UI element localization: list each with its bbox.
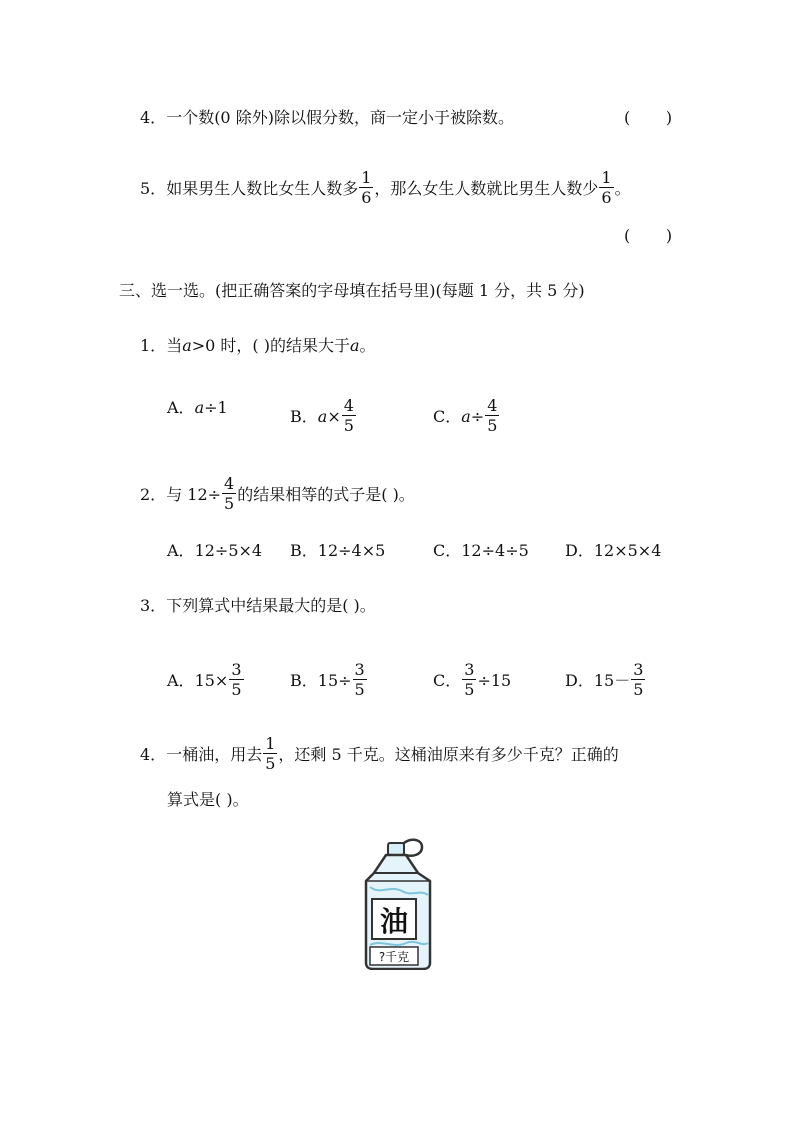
- fraction: [599, 168, 613, 207]
- question-text: 。: [359, 336, 376, 355]
- question-text: 。: [614, 179, 631, 198]
- numerator: 3: [354, 660, 365, 679]
- variable: a: [194, 398, 205, 417]
- option-label: A．: [167, 541, 195, 560]
- question-text: 一桶油，用去: [166, 745, 263, 764]
- option-d[interactable]: [565, 662, 646, 701]
- question-number: 4．: [140, 108, 167, 127]
- fraction: [222, 474, 236, 513]
- option-label: B．: [290, 407, 318, 426]
- option-text: ÷15: [477, 671, 512, 690]
- numerator: 4: [487, 396, 498, 415]
- numerator: 4: [343, 396, 354, 415]
- operator: ÷: [470, 407, 485, 426]
- question-text: 当: [166, 336, 183, 355]
- option-text: 15×: [194, 671, 229, 690]
- choice-q1: [140, 336, 376, 356]
- question-text: ，还剩 5 千克。这桶油原来有多少千克？正确的: [278, 745, 619, 764]
- option-text: 15－: [593, 671, 631, 690]
- fraction: [229, 660, 243, 699]
- denominator: 5: [633, 680, 644, 699]
- option-text: 12×5×4: [593, 541, 662, 560]
- option-label: C．: [433, 541, 462, 560]
- denominator: 6: [601, 188, 612, 207]
- option-text: 12÷5×4: [194, 541, 263, 560]
- variable: a: [182, 336, 192, 355]
- option-b[interactable]: [290, 398, 357, 437]
- question-number: 4．: [140, 745, 167, 764]
- answer-paren-judge-q5[interactable]: ( ): [624, 226, 673, 245]
- numerator: 4: [224, 474, 235, 493]
- question-text: 与 12÷: [166, 485, 222, 504]
- choice-q3: [140, 596, 376, 616]
- question-number: 2．: [140, 485, 167, 504]
- numerator: 1: [265, 734, 276, 753]
- question-text: 的结果相等的式子是( )。: [237, 485, 415, 504]
- option-label: B．: [290, 671, 318, 690]
- option-c[interactable]: [433, 662, 511, 701]
- numerator: 3: [231, 660, 242, 679]
- option-a[interactable]: [167, 398, 228, 418]
- denominator: 5: [224, 494, 235, 513]
- question-text: 下列算式中结果最大的是( )。: [166, 596, 376, 615]
- option-a[interactable]: [167, 662, 245, 701]
- jug-label-text: 油: [379, 905, 409, 938]
- denominator: 6: [361, 188, 372, 207]
- option-label: A．: [167, 671, 195, 690]
- option-text: 12÷4÷5: [461, 541, 529, 560]
- option-label: A．: [167, 398, 195, 417]
- question-text: 一个数(0 除外)除以假分数，商一定小于被除数。: [166, 108, 514, 127]
- option-c[interactable]: [433, 398, 500, 437]
- option-d[interactable]: [565, 541, 661, 561]
- numerator: 3: [464, 660, 475, 679]
- jug-weight-text: ?千克: [378, 950, 410, 964]
- variable: a: [350, 336, 360, 355]
- option-a[interactable]: [167, 541, 262, 561]
- fraction: [342, 396, 356, 435]
- denominator: 5: [231, 680, 242, 699]
- fraction: [485, 396, 499, 435]
- choice-q4: [140, 736, 619, 775]
- question-text: ，那么女生人数就比男生人数少: [374, 179, 599, 198]
- option-label: C．: [433, 407, 462, 426]
- denominator: 5: [464, 680, 475, 699]
- fraction: [263, 734, 277, 773]
- variable: a: [317, 407, 328, 426]
- denominator: 5: [343, 416, 354, 435]
- choice-q4-line2: 算式是( )。: [167, 790, 249, 809]
- numerator: 1: [601, 168, 612, 187]
- question-number: 1．: [140, 336, 167, 355]
- fraction: [359, 168, 373, 207]
- operator: ×: [327, 407, 341, 426]
- fraction: [631, 660, 645, 699]
- section-title: 三、选一选。(把正确答案的字母填在括号里)(每题 1 分，共 5 分): [119, 281, 585, 300]
- numerator: 3: [633, 660, 644, 679]
- numerator: 1: [361, 168, 372, 187]
- option-c[interactable]: [433, 541, 529, 561]
- denominator: 5: [354, 680, 365, 699]
- judge-q5: [140, 170, 631, 209]
- option-text: ÷1: [204, 398, 228, 417]
- oil-jug-illustration: [360, 835, 436, 970]
- jug-cap: [388, 843, 404, 855]
- fraction: [353, 660, 367, 699]
- option-text: 12÷4×5: [317, 541, 386, 560]
- denominator: 5: [265, 754, 276, 773]
- option-label: D．: [565, 671, 594, 690]
- question-text: 如果男生人数比女生人数多: [166, 179, 359, 198]
- denominator: 5: [487, 416, 498, 435]
- option-b[interactable]: [290, 541, 385, 561]
- choice-q2: [140, 476, 415, 515]
- option-label: B．: [290, 541, 318, 560]
- option-label: C．: [433, 671, 462, 690]
- question-text: >0 时，( )的结果大于: [191, 336, 350, 355]
- option-label: D．: [565, 541, 594, 560]
- question-number: 5．: [140, 179, 167, 198]
- option-text: 15÷: [317, 671, 352, 690]
- option-b[interactable]: [290, 662, 368, 701]
- fraction: [462, 660, 476, 699]
- variable: a: [461, 407, 471, 426]
- question-number: 3．: [140, 596, 167, 615]
- answer-paren-judge-q4[interactable]: ( ): [624, 108, 673, 127]
- judge-q4: [140, 108, 514, 128]
